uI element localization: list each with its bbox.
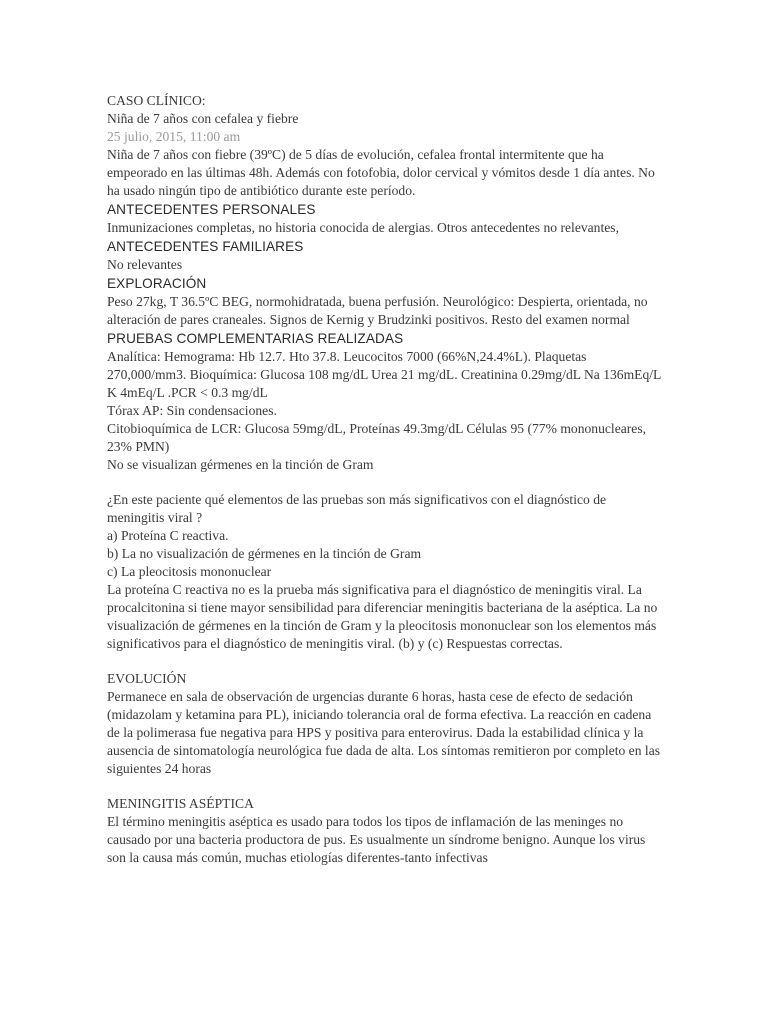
- exam-text: Peso 27kg, T 36.5ºC BEG, normohidratada, buena perfusión. Neurológico: Despierta, orientada, no alteración de pares craneales. Signos de Kernig y Brudzinki positivos. Resto del examen normal: [107, 294, 648, 327]
- aseptic-meningitis-heading: MENINGITIS ASÉPTICA: [107, 796, 254, 811]
- case-history: Niña de 7 años con fiebre (39ºC) de 5 días de evolución, cefalea frontal intermitente que ha empeorado en las últimas 48h. Además con fotofobia, dolor cervical y vómitos desde 1 día antes. No ha usado ningún tipo de antibiótico durante este período.: [107, 147, 655, 198]
- tests-line-gram: No se visualizan gérmenes en la tinción de Gram: [107, 457, 374, 472]
- family-history-text: No relevantes: [107, 257, 183, 272]
- spacer: [107, 778, 663, 795]
- tests-line-xray: Tórax AP: Sin condensaciones.: [107, 403, 277, 418]
- personal-history-text: Inmunizaciones completas, no historia conocida de alergias. Otros antecedentes no relevantes,: [107, 220, 619, 235]
- personal-history-heading: ANTECEDENTES PERSONALES: [107, 202, 316, 217]
- question-answer: La proteína C reactiva no es la prueba más significativa para el diagnóstico de meningitis viral. La procalcitonina si tiene mayor sensibilidad para diferenciar meningitis bacteriana de la aséptica. La no visualización de gérmenes en la tinción de Gram y la pleocitosis mononuclear son los elementos más significativos para el diagnóstico de meningitis viral. (b) y (c) Respuestas correctas.: [107, 582, 658, 651]
- spacer: [107, 474, 663, 491]
- case-date: 25 julio, 2015, 11:00 am: [107, 129, 241, 144]
- tests-line-csf: Citobioquímica de LCR: Glucosa 59mg/dL, Proteínas 49.3mg/dL Células 95 (77% mononucleares, 23% PMN): [107, 421, 647, 454]
- tests-line-lab: Analítica: Hemograma: Hb 12.7. Hto 37.8. Leucocitos 7000 (66%N,24.4%L). Plaquetas 270,000/mm3. Bioquímica: Glucosa 108 mg/dL Urea 21 mg/dL. Creatinina 0.29mg/dL Na 136mEq/L K 4mEq/L .PCR < 0.3 mg/dL: [107, 349, 661, 400]
- spacer: [107, 653, 663, 670]
- tests-heading: PRUEBAS COMPLEMENTARIAS REALIZADAS: [107, 331, 404, 346]
- question-option-b: b) La no visualización de gérmenes en la tinción de Gram: [107, 546, 422, 561]
- question-option-a: a) Proteína C reactiva.: [107, 528, 229, 543]
- evolution-text: Permanece en sala de observación de urgencias durante 6 horas, hasta cese de efecto de sedación (midazolam y ketamina para PL), iniciando tolerancia oral de forma efectiva. La reacción en cadena de la polimerasa fue negativa para HPS y positiva para enterovirus. Dada la estabilidad clínica y la ausencia de sintomatología neurológica fue dada de alta. Los síntomas remitieron por completo en las siguientes 24 horas: [107, 689, 661, 776]
- question-option-c: c) La pleocitosis mononuclear: [107, 564, 272, 579]
- case-title: Niña de 7 años con cefalea y fiebre: [107, 111, 299, 126]
- aseptic-meningitis-text: El término meningitis aséptica es usado para todos los tipos de inflamación de las meninges no causado por una bacteria productora de pus. Es usualmente un síndrome benigno. Aunque los virus son la causa más común, muchas etiologías diferentes-tanto infectivas: [107, 814, 646, 865]
- question-prompt: ¿En este paciente qué elementos de las pruebas son más significativos con el diagnóstico de meningitis viral ?: [107, 492, 607, 525]
- case-label: CASO CLÍNICO:: [107, 93, 206, 108]
- evolution-heading: EVOLUCIÓN: [107, 671, 187, 686]
- exam-heading: EXPLORACIÓN: [107, 276, 207, 291]
- document-page: [107, 92, 663, 867]
- family-history-heading: ANTECEDENTES FAMILIARES: [107, 239, 304, 254]
